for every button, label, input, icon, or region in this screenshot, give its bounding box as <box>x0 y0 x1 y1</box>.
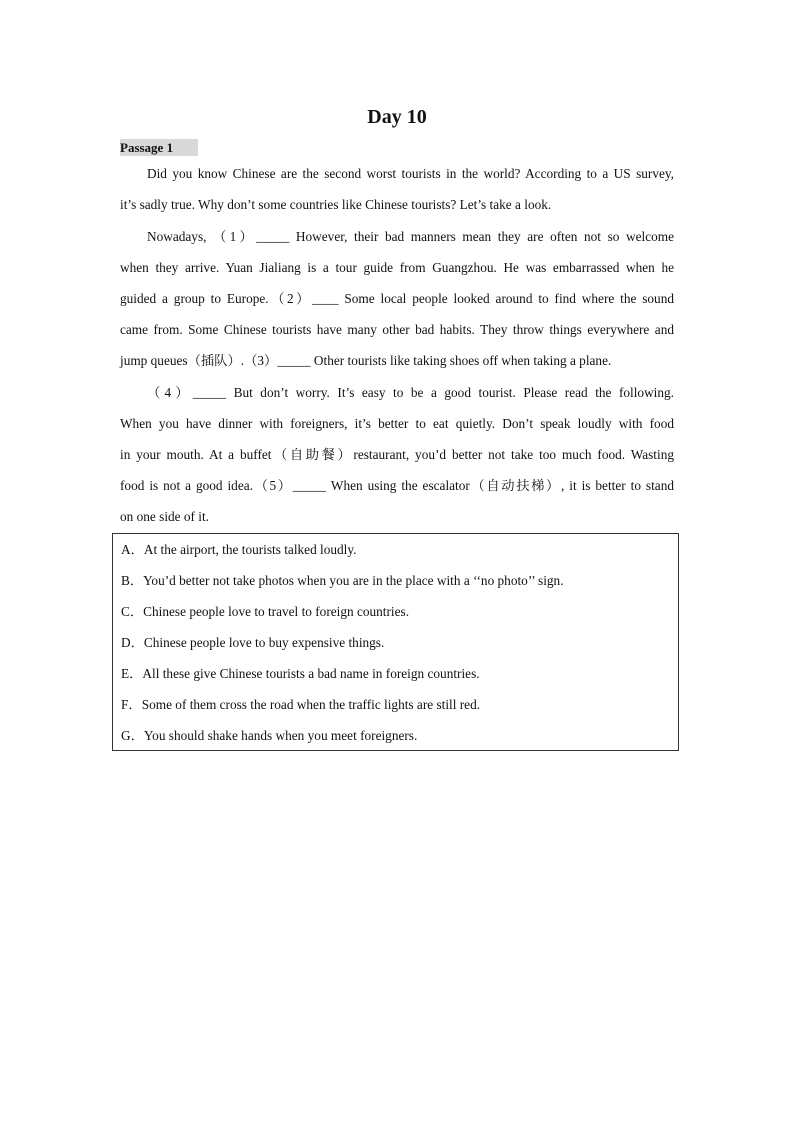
paragraph-line: came from. Some Chinese tourists have many other bad habits. They throw things everywhere and <box>120 322 674 337</box>
option-g: G．You should shake hands when you meet foreigners. <box>121 728 418 743</box>
passage-label: Passage 1 <box>120 139 198 156</box>
paragraph-line: When you have dinner with foreigners, it’s better to eat quietly. Don’t speak loudly with food <box>120 416 674 431</box>
option-f: F．Some of them cross the road when the traffic lights are still red. <box>121 697 481 712</box>
paragraph-line: guided a group to Europe.（2）____ Some local people looked around to find where the sound <box>120 291 674 306</box>
paragraph-2 <box>120 221 674 376</box>
option-b: B．You’d better not take photos when you are in the place with a ‘‘no photo’’ sign. <box>121 573 564 588</box>
option-e: E．All these give Chinese tourists a bad name in foreign countries. <box>121 666 480 681</box>
paragraph-line: food is not a good idea.（5）_____ When using the escalator（自动扶梯）, it is better to stand <box>120 478 674 493</box>
options-box <box>112 533 679 751</box>
paragraph-line: in your mouth. At a buffet（自助餐）restaurant, you’d better not take too much food. Wasting <box>120 447 674 462</box>
paragraph-line: Did you know Chinese are the second worst tourists in the world? According to a US survey, <box>147 166 674 181</box>
paragraph-line: when they arrive. Yuan Jialiang is a tour guide from Guangzhou. He was embarrassed when he <box>120 260 674 275</box>
option-c: C．Chinese people love to travel to foreign countries. <box>121 604 410 619</box>
page-title: Day 10 <box>367 106 427 128</box>
paragraph-3 <box>120 377 674 532</box>
paragraph-line: jump queues（插队）.（3）_____ Other tourists like taking shoes off when taking a plane. <box>120 353 612 368</box>
paragraph-line: on one side of it. <box>120 509 210 524</box>
option-a: A．At the airport, the tourists talked loudly. <box>121 542 357 557</box>
paragraph-line: it’s sadly true. Why don’t some countries like Chinese tourists? Let’s take a look. <box>120 197 552 212</box>
paragraph-1 <box>120 158 674 220</box>
option-d: D．Chinese people love to buy expensive things. <box>121 635 385 650</box>
paragraph-line: （4）_____ But don’t worry. It’s easy to be a good tourist. Please read the following. <box>147 385 674 400</box>
paragraph-line: Nowadays, （1）_____ However, their bad manners mean they are often not so welcome <box>147 229 674 244</box>
